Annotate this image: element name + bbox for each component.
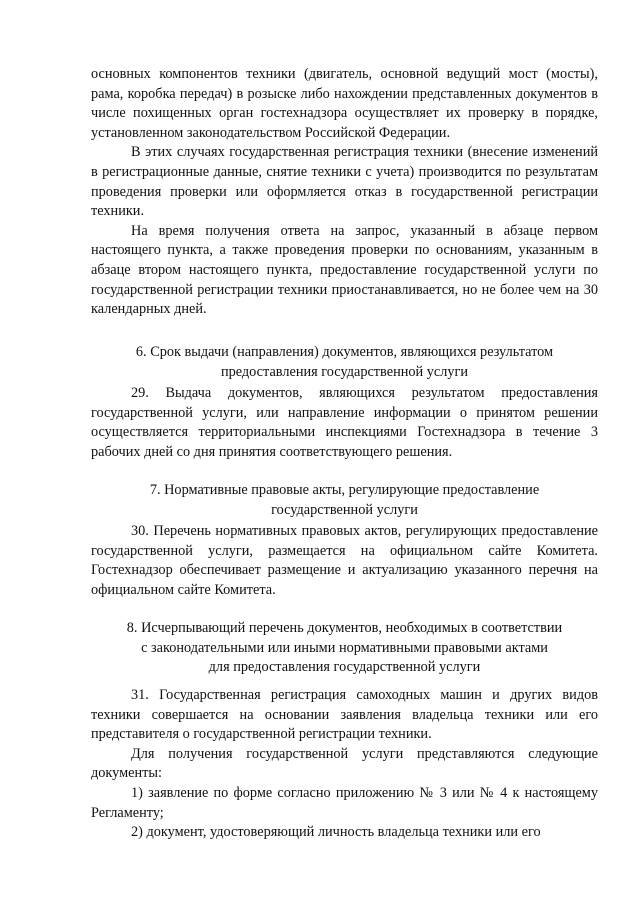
section-8-heading — [91, 619, 598, 678]
paragraph-31: 31. Государственная регистрация самоходных машин и других видов техники совершается на основании заявления владельца техники или его представителя о государственной регистрации техники. — [91, 687, 598, 743]
section-6-heading-line-1: 6. Срок выдачи (направления) документов, являющихся результатом — [135, 344, 554, 360]
paragraph-2: В этих случаях государственная регистрация техники (внесение изменений в регистрационные данные, снятие техники с учета) производится по результатам проведения проверки или оформляется отказ в государственной регистрации техники. — [91, 144, 598, 220]
section-7-heading-line-2: государственной услуги — [271, 501, 418, 518]
paragraph-29: 29. Выдача документов, являющихся результатом предоставления государственной услуги, или направление информации о принятом решении осуществляется территориальными инспекциями Гостехнадзора в течение 3 рабочих дней со дня принятия соответствующего решения. — [91, 385, 598, 460]
section-6-heading — [91, 343, 598, 382]
section-8-body — [91, 686, 598, 843]
paragraph-continuation — [91, 65, 598, 320]
list-item-2: 2) документ, удостоверяющий личность владельца техники или его — [131, 824, 541, 841]
paragraph-30: 30. Перечень нормативных правовых актов, регулирующих предоставление государственной услуги, размещается на официальном сайте Комитета. Гостехнадзор обеспечивает размещение и актуализацию указанного перечня на официальном сайте Комитета. — [91, 523, 598, 598]
paragraph-1: основных компонентов техники (двигатель, основной ведущий мост (мосты), рама, коробка передач) в розыске либо нахождении представленных документов в числе похищенных орган гостехнадзора осуществляет их проверку в порядке, установленном законодательством Российской Федерации. — [91, 66, 598, 141]
list-item-1: 1) заявление по форме согласно приложению № 3 или № 4 к настоящему Регламенту; — [91, 784, 598, 821]
paragraph-31-documents-intro: Для получения государственной услуги представляются следующие документы: — [91, 745, 598, 782]
section-6-heading-line-2: предоставления государственной услуги — [220, 363, 469, 380]
section-7-heading — [91, 481, 598, 520]
section-7-heading-line-1: 7. Нормативные правовые акты, регулирующие предоставление — [149, 482, 540, 498]
section-8-heading-line-2: с законодательными или иными нормативными правовыми актами — [141, 639, 548, 656]
paragraph-3: На время получения ответа на запрос, указанный в абзаце первом настоящего пункта, а также проведения проверки по основаниям, указанным в абзаце втором настоящего пункта, предоставление государственной услуги по государственной регистрации техники приостанавливается, но не более чем на 30 календарных дней. — [91, 222, 598, 318]
section-8-heading-line-1: 8. Исчерпывающий перечень документов, необходимых в соответствии — [126, 620, 563, 636]
section-7-body — [91, 522, 598, 600]
section-8-heading-line-3: для предоставления государственной услуги — [208, 659, 481, 676]
section-6-body — [91, 384, 598, 462]
